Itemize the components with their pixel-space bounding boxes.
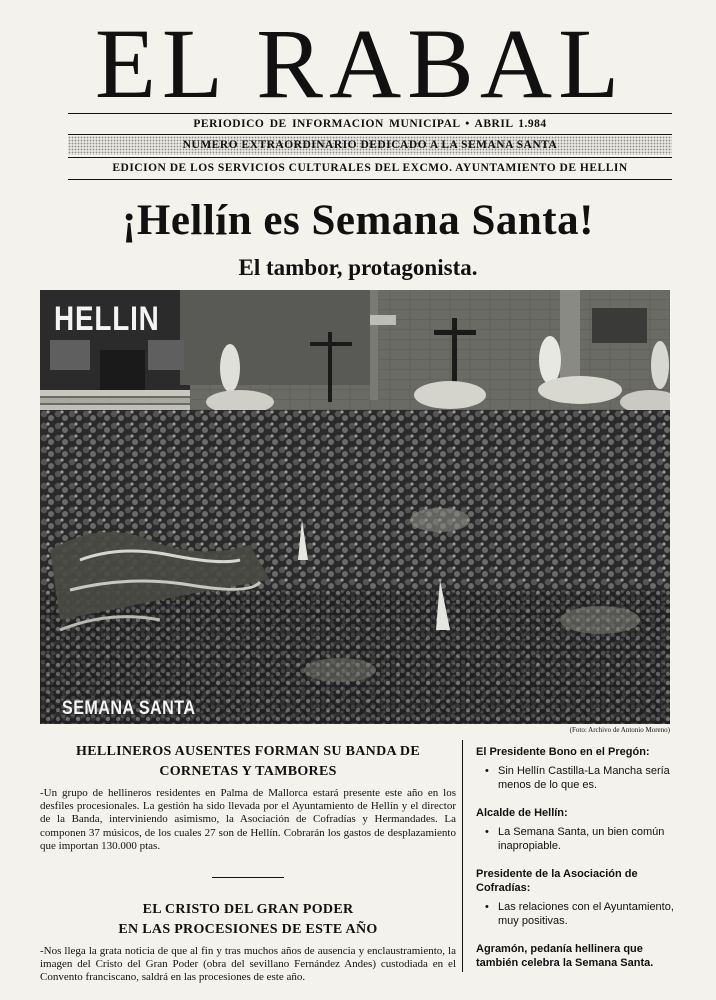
article-cristo [40, 900, 456, 985]
band-rule-1 [68, 134, 672, 135]
sidebar-quote-text: Las relaciones con el Ayuntamiento, muy positivas. [498, 901, 674, 927]
masthead-rule-top [68, 113, 672, 114]
articles-column [40, 742, 456, 985]
quotes-sidebar [476, 745, 674, 970]
sidebar-quote [476, 765, 674, 792]
sidebar-quote-text: La Semana Santa, un bien común inapropiable. [498, 826, 665, 852]
sidebar-quote [476, 826, 674, 853]
front-page-photo [40, 290, 670, 724]
crowd-photo-illustration [40, 290, 670, 724]
sidebar-quote [476, 901, 674, 928]
column-divider [462, 740, 463, 972]
article-body: -Nos llega la grata noticia de que al fin y tras muchos años de ausencia y enclaustramiento, la imagen del Cristo del Gran Poder (obra del sevillano Fernández Andes) custodiada en el Convento franciscano, saldrá en las procesiones de este año. [40, 945, 456, 984]
band-rule-3 [68, 179, 672, 180]
sub-headline: El tambor, protagonista. [238, 255, 478, 280]
photo-credit: (Foto: Archivo de Antonio Moreno) [569, 726, 670, 734]
article-headline-line1: HELLINEROS AUSENTES FORMAN SU BANDA DE [76, 744, 420, 759]
sidebar-quote-text: Sin Hellín Castilla-La Mancha sería menos de lo que es. [498, 765, 670, 791]
sidebar-heading: El Presidente Bono en el Pregón: [476, 746, 650, 758]
band-rule-2 [68, 157, 672, 158]
sidebar-footer: Agramón, pedanía hellinera que también celebra la Semana Santa. [476, 943, 654, 969]
article-body: -Un grupo de hellineros residentes en Palma de Mallorca estará presente este año en los desfiles procesionales. La gestión ha sido llevada por el Ayuntamiento de Hellín y el director de la Banda, interviniendo asimismo, la Asociación de Cofradías y Hermandades. La componen 37 músicos, de los cuales 27 son de Hellín. Cobrarán los gastos de desplazamiento que importan 130.000 ptas. [40, 787, 456, 852]
article-headline-line2: CORNETAS Y TAMBORES [159, 764, 337, 779]
publisher-line: EDICION DE LOS SERVICIOS CULTURALES DEL EXCMO. AYUNTAMIENTO DE HELLIN [112, 162, 628, 174]
bullet-icon: • [485, 901, 489, 913]
article-headline-line1: EL CRISTO DEL GRAN PODER [142, 902, 354, 918]
special-issue-banner: NUMERO EXTRAORDINARIO DEDICADO A LA SEMANA SANTA [68, 136, 672, 155]
masthead-title: EL RABAL [94, 8, 626, 119]
semana-santa-overlay: SEMANA SANTA [62, 698, 196, 719]
sidebar-heading: Alcalde de Hellín: [476, 807, 568, 819]
hellin-sign: HELLIN [54, 300, 160, 338]
main-headline: ¡Hellín es Semana Santa! [122, 197, 594, 244]
article-headline-line2: EN LAS PROCESIONES DE ESTE AÑO [118, 922, 378, 938]
bullet-icon: • [485, 826, 489, 838]
article-banda [40, 742, 456, 853]
bullet-icon: • [485, 765, 489, 777]
sidebar-heading: Presidente de la Asociación de Cofradías: [476, 868, 638, 894]
article-separator [212, 877, 284, 878]
edition-info: PERIODICO DE INFORMACION MUNICIPAL • ABRIL 1.984 [193, 118, 547, 130]
